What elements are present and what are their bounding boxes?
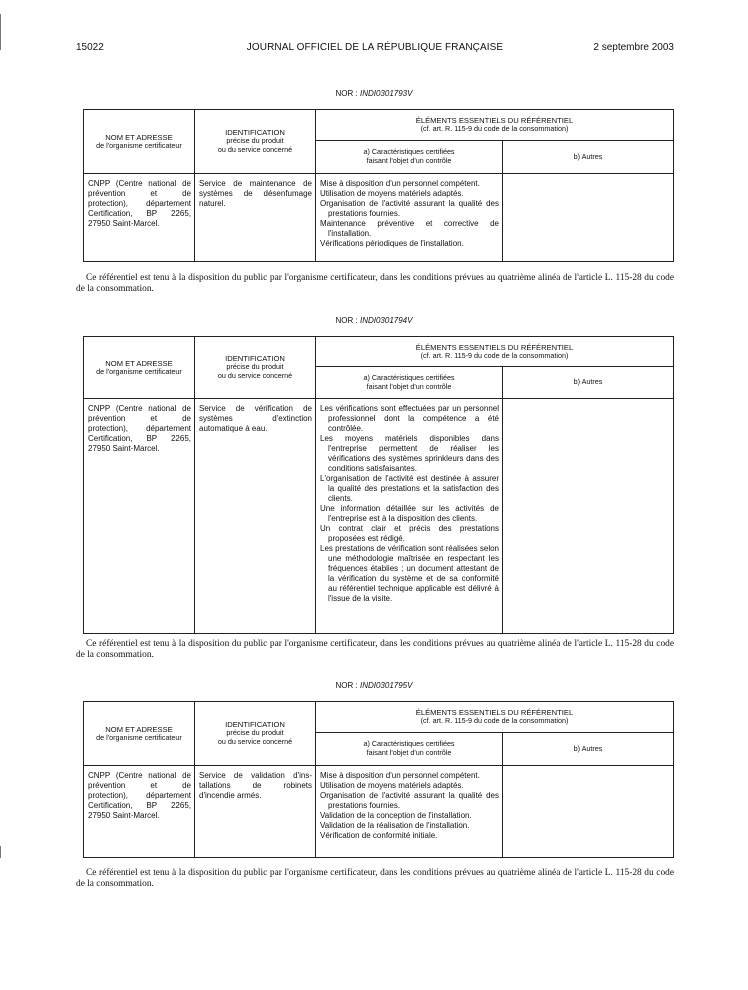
- col-title: NOM ET ADRESSE: [105, 132, 173, 142]
- org-line: prévention et de: [88, 414, 191, 423]
- org-line: prévention et de: [88, 781, 191, 790]
- header-organisme: [84, 702, 195, 766]
- org-line: 27950 Saint-Marcel.: [88, 219, 160, 228]
- header-identification: [195, 702, 316, 766]
- header-caracteristiques: [316, 141, 503, 174]
- list-item: Utilisation de moyens matériels adaptés.: [320, 189, 464, 198]
- org-line: Certification, BP 2265,: [88, 801, 191, 810]
- ident-line: Service de vérification de: [199, 404, 312, 413]
- col-title: IDENTIFICATION: [225, 720, 285, 730]
- nor-label: NOR :: [335, 89, 358, 98]
- header-elements: [316, 337, 674, 367]
- org-line: protection), département: [88, 791, 191, 800]
- col-subtitle: (cf. art. R. 115-9 du code de la consommation): [420, 124, 569, 134]
- organisme-cell: [84, 174, 195, 262]
- ident-line: tallations de robinets: [199, 781, 312, 790]
- nor-label: NOR :: [335, 681, 358, 690]
- org-line: protection), département: [88, 424, 191, 433]
- col-subtitle: faisant l'objet d'un contrôle: [366, 156, 452, 165]
- nor-label: NOR :: [335, 316, 358, 325]
- availability-note: Ce référentiel est tenu à la disposition du public par l'organisme certificateur, dans les conditions prévues au quatrième alinéa de l'article L. 115-28 du code de la consommation.: [76, 639, 674, 660]
- ident-line: systèmes d'extinction: [199, 414, 312, 423]
- list-item: Organisation de l'activité assurant la qualité des prestations fournies.: [320, 791, 499, 810]
- col-title: ÉLÉMENTS ESSENTIELS DU RÉFÉRENTIEL: [415, 342, 574, 352]
- nor-reference: [0, 681, 748, 690]
- margin-mark: [0, 14, 1, 50]
- list-item: Mise à disposition d'un personnel compétent.: [320, 179, 480, 188]
- header-identification: [195, 110, 316, 174]
- col-subtitle: (cf. art. R. 115-9 du code de la consommation): [420, 716, 569, 726]
- col-subtitle: de l'organisme certificateur: [96, 140, 182, 150]
- header-elements: [316, 110, 674, 141]
- availability-note: Ce référentiel est tenu à la disposition du public par l'organisme certificateur, dans les conditions prévues au quatrième alinéa de l'article L. 115-28 du code de la consommation.: [76, 868, 674, 889]
- caracteristiques-cell: [316, 399, 503, 634]
- organisme-cell: [84, 399, 195, 634]
- org-line: Certification, BP 2265,: [88, 209, 191, 218]
- col-title: b) Autres: [573, 743, 603, 753]
- col-subtitle: précise du produit: [226, 136, 284, 146]
- availability-note: Ce référentiel est tenu à la disposition du public par l'organisme certificateur, dans les conditions prévues au quatrième alinéa de l'article L. 115-28 du code de la consommation.: [76, 273, 674, 294]
- col-subtitle: ou du service concerné: [217, 145, 293, 155]
- header-autres: [503, 733, 674, 766]
- list-item: Les vérifications sont effectuées par un personnel professionnel dont la compétence a été contrôlée.: [320, 404, 499, 433]
- nor-code: INDI0301793V: [359, 89, 413, 98]
- referentiel-table: [83, 701, 674, 858]
- list-item: Validation de la conception de l'installation.: [320, 811, 472, 820]
- nor-code: INDI0301794V: [359, 316, 413, 325]
- ident-line: Service de maintenance de: [199, 179, 312, 188]
- col-subtitle: ou du service concerné: [217, 737, 293, 747]
- header-caracteristiques: [316, 733, 503, 766]
- list-item: Vérifications périodiques de l'installation.: [320, 239, 464, 248]
- col-title: IDENTIFICATION: [225, 128, 285, 138]
- col-title: b) Autres: [573, 151, 603, 161]
- list-item: Une information détaillée sur les activités de l'entreprise est à la disposition des clients.: [320, 504, 499, 523]
- referentiel-table: [83, 336, 674, 634]
- list-item: Maintenance préventive et corrective de l'installation.: [320, 219, 499, 238]
- col-subtitle: ou du service concerné: [217, 371, 293, 381]
- header-identification: [195, 337, 316, 399]
- nor-code: INDI0301795V: [359, 681, 413, 690]
- org-line: CNPP (Centre national de: [88, 771, 191, 780]
- list-item: Les prestations de vérification sont réalisées selon une méthodologie maîtrisée en respectant les fréquences établies ; un document attestant de la vérification du système et de sa conformité au référentiel technique applicable est délivré à l'issue de la visite.: [320, 544, 499, 603]
- list-item: Vérification de conformité initiale.: [320, 831, 438, 840]
- nor-reference: [0, 316, 748, 325]
- list-item: Un contrat clair et précis des prestations proposées est rédigé.: [320, 524, 499, 543]
- header-organisme: [84, 110, 195, 174]
- col-subtitle: précise du produit: [226, 362, 284, 372]
- ident-line: d'incendie armés.: [199, 791, 262, 800]
- col-title: NOM ET ADRESSE: [105, 724, 173, 734]
- header-caracteristiques: [316, 367, 503, 399]
- header-autres: [503, 367, 674, 399]
- col-subtitle: précise du produit: [226, 728, 284, 738]
- list-item: Utilisation de moyens matériels adaptés.: [320, 781, 464, 790]
- col-subtitle: de l'organisme certificateur: [96, 366, 182, 376]
- ident-line: Service de validation d'ins-: [199, 771, 312, 780]
- identification-cell: [195, 399, 316, 634]
- ident-line: naturel.: [199, 199, 226, 208]
- issue-date: 2 septembre 2003: [593, 42, 674, 53]
- list-item: Mise à disposition d'un personnel compétent.: [320, 771, 480, 780]
- col-title: a) Caractéristiques certifiées: [363, 147, 455, 157]
- col-title: ÉLÉMENTS ESSENTIELS DU RÉFÉRENTIEL: [415, 708, 574, 718]
- autres-cell: [503, 766, 674, 858]
- header-organisme: [84, 337, 195, 399]
- list-item: L'organisation de l'activité est destinée à assurer la qualité des prestations et la satisfaction des clients.: [320, 474, 499, 503]
- list-item: Organisation de l'activité assurant la qualité des prestations fournies.: [320, 199, 499, 218]
- autres-cell: [503, 174, 674, 262]
- referentiel-table: [83, 109, 674, 262]
- org-line: 27950 Saint-Marcel.: [88, 444, 160, 453]
- org-line: 27950 Saint-Marcel.: [88, 811, 160, 820]
- autres-cell: [503, 399, 674, 634]
- col-title: ÉLÉMENTS ESSENTIELS DU RÉFÉRENTIEL: [415, 116, 574, 126]
- journal-title: JOURNAL OFFICIEL DE LA RÉPUBLIQUE FRANÇAISE: [246, 42, 504, 53]
- caracteristiques-cell: [316, 766, 503, 858]
- organisme-cell: [84, 766, 195, 858]
- identification-cell: [195, 766, 316, 858]
- page-number: 15022: [76, 42, 104, 53]
- header-autres: [503, 141, 674, 174]
- margin-mark: [0, 846, 1, 858]
- col-subtitle: de l'organisme certificateur: [96, 732, 182, 742]
- col-subtitle: faisant l'objet d'un contrôle: [366, 748, 452, 757]
- caracteristiques-cell: [316, 174, 503, 262]
- col-title: NOM ET ADRESSE: [105, 358, 173, 368]
- ident-line: systèmes de désenfumage: [199, 189, 312, 198]
- page-header: [76, 42, 674, 56]
- ident-line: automatique à eau.: [199, 424, 268, 433]
- col-subtitle: (cf. art. R. 115-9 du code de la consommation): [420, 350, 569, 360]
- col-title: b) Autres: [573, 377, 603, 387]
- org-line: CNPP (Centre national de: [88, 179, 191, 188]
- org-line: protection), département: [88, 199, 191, 208]
- col-title: a) Caractéristiques certifiées: [363, 739, 455, 749]
- list-item: Les moyens matériels disponibles dans l'entreprise permettent de réaliser les vérifications des systèmes sprinkleurs dans des conditions satisfaisantes.: [320, 434, 499, 473]
- identification-cell: [195, 174, 316, 262]
- org-line: Certification, BP 2265,: [88, 434, 191, 443]
- col-title: IDENTIFICATION: [225, 354, 285, 364]
- col-title: a) Caractéristiques certifiées: [363, 372, 455, 382]
- org-line: prévention et de: [88, 189, 191, 198]
- list-item: Validation de la réalisation de l'installation.: [320, 821, 470, 830]
- nor-reference: [0, 89, 748, 98]
- col-subtitle: faisant l'objet d'un contrôle: [366, 381, 452, 391]
- header-elements: [316, 702, 674, 733]
- org-line: CNPP (Centre national de: [88, 404, 191, 413]
